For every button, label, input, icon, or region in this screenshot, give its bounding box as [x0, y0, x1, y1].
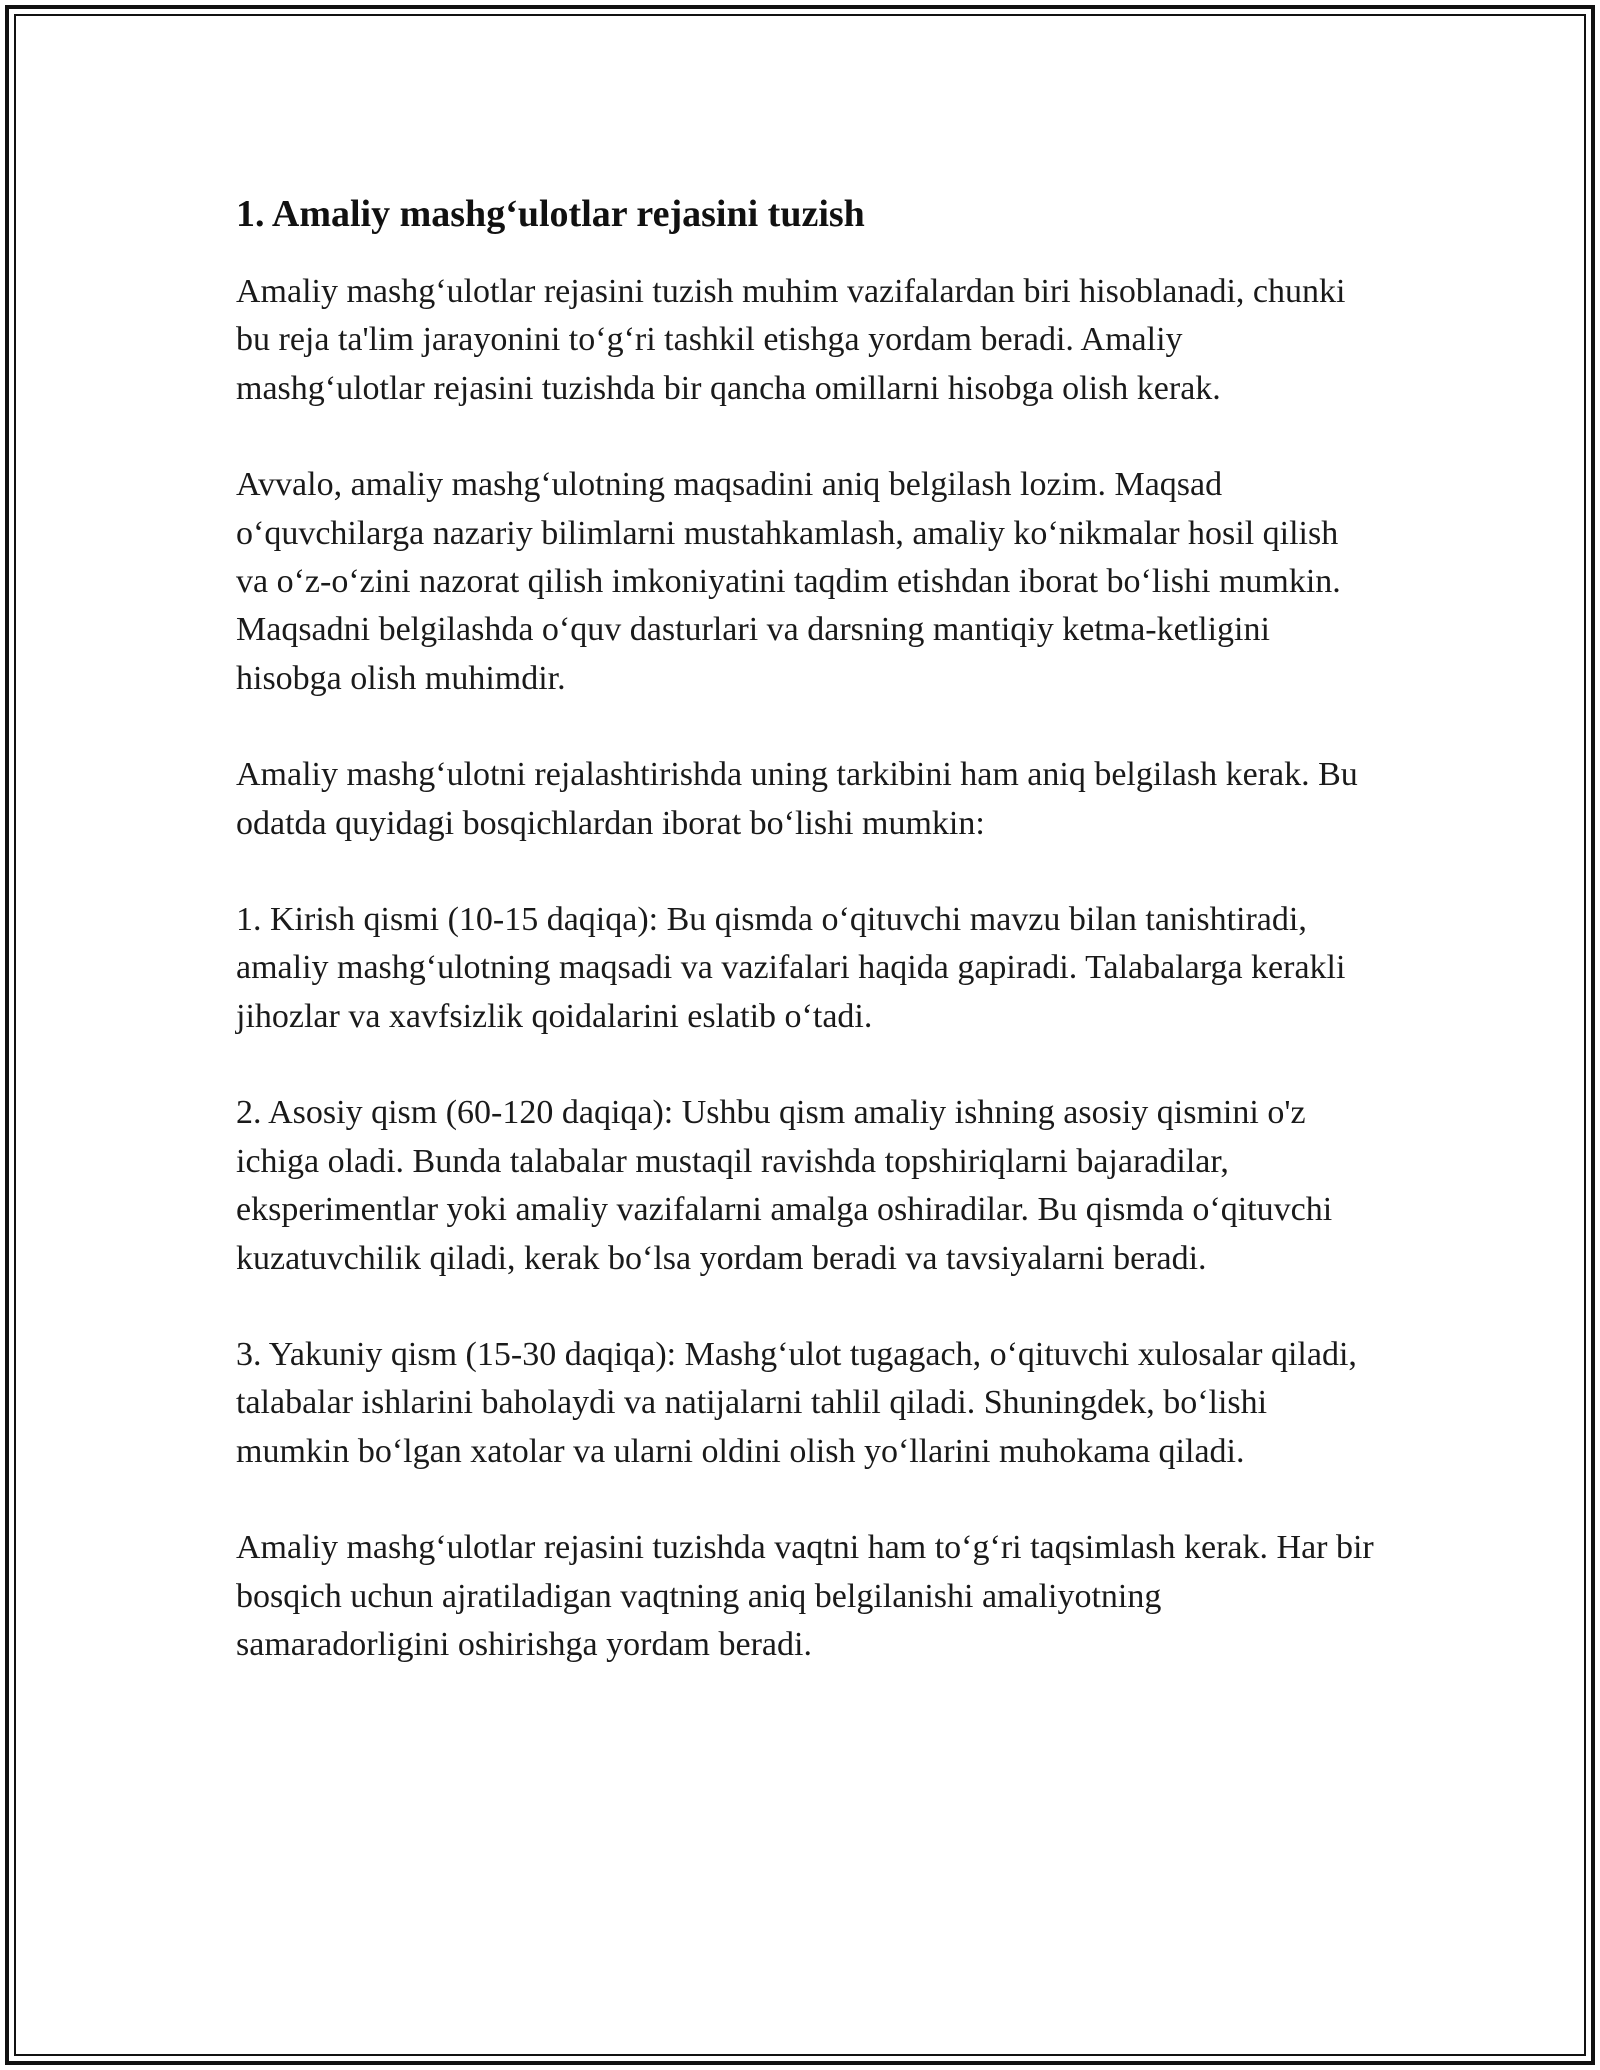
paragraph-intro: Amaliy mashg‘ulotlar rejasini tuzish muhim vazifalardan biri hisoblanadi, chunki bu reja ta'lim jarayonini to‘g‘ri tashkil etishga yordam beradi. Amaliy mashg‘ulotlar rejasini tuzishda bir qancha omillarni hisobga olish kerak.	[236, 273, 1346, 407]
paragraph-structure: Amaliy mashg‘ulotni rejalashtirishda uning tarkibini ham aniq belgilash kerak. Bu odatda quyidagi bosqichlardan iborat bo‘lishi mumkin:	[236, 756, 1358, 842]
paragraph-goal: Avvalo, amaliy mashg‘ulotning maqsadini aniq belgilash lozim. Maqsad o‘quvchilarga nazariy bilimlarni mustahkamlash, amaliy ko‘nikmalar hosil qilish va o‘z-o‘zini nazorat qilish imkoniyatini taqdim etishdan iborat bo‘lishi mumkin. Maqsadni belgilashda o‘quv dasturlari va darsning mantiqiy ketma-ketligini hisobga olish muhimdir.	[236, 466, 1341, 697]
paragraph-time: Amaliy mashg‘ulotlar rejasini tuzishda vaqtni ham to‘g‘ri taqsimlash kerak. Har bir bosqich uchun ajratiladigan vaqtning aniq belgilanishi amaliyotning samaradorligini oshirishga yordam beradi.	[236, 1529, 1374, 1663]
paragraph-stage-final: 3. Yakuniy qism (15-30 daqiqa): Mashg‘ulot tugagach, o‘qituvchi xulosalar qiladi, talabalar ishlarini baholaydi va natijalarni tahlil qiladi. Shuningdek, bo‘lishi mumkin bo‘lgan xatolar va ularni oldini olish yo‘llarini muhokama qiladi.	[236, 1335, 1357, 1470]
paragraph-stage-main: 2. Asosiy qism (60-120 daqiqa): Ushbu qism amaliy ishning asosiy qismini o'z ichiga oladi. Bunda talabalar mustaqil ravishda topshiriqlarni bajaradilar, eksperimentlar yoki amaliy vazifalarni amalga oshiradilar. Bu qismda o‘qituvchi kuzatuvchilik qiladi, kerak bo‘lsa yordam beradi va tavsiyalarni beradi.	[236, 1094, 1333, 1277]
section-heading: 1. Amaliy mashg‘ulotlar rejasini tuzish	[236, 193, 865, 235]
document-body	[236, 190, 1376, 1717]
paragraph-stage-intro: 1. Kirish qismi (10-15 daqiqa): Bu qismda o‘qituvchi mavzu bilan tanishtiradi, amaliy mashg‘ulotning maqsadi va vazifalari haqida gapiradi. Talabalarga kerakli jihozlar va xavfsizlik qoidalarini eslatib o‘tadi.	[236, 901, 1346, 1035]
